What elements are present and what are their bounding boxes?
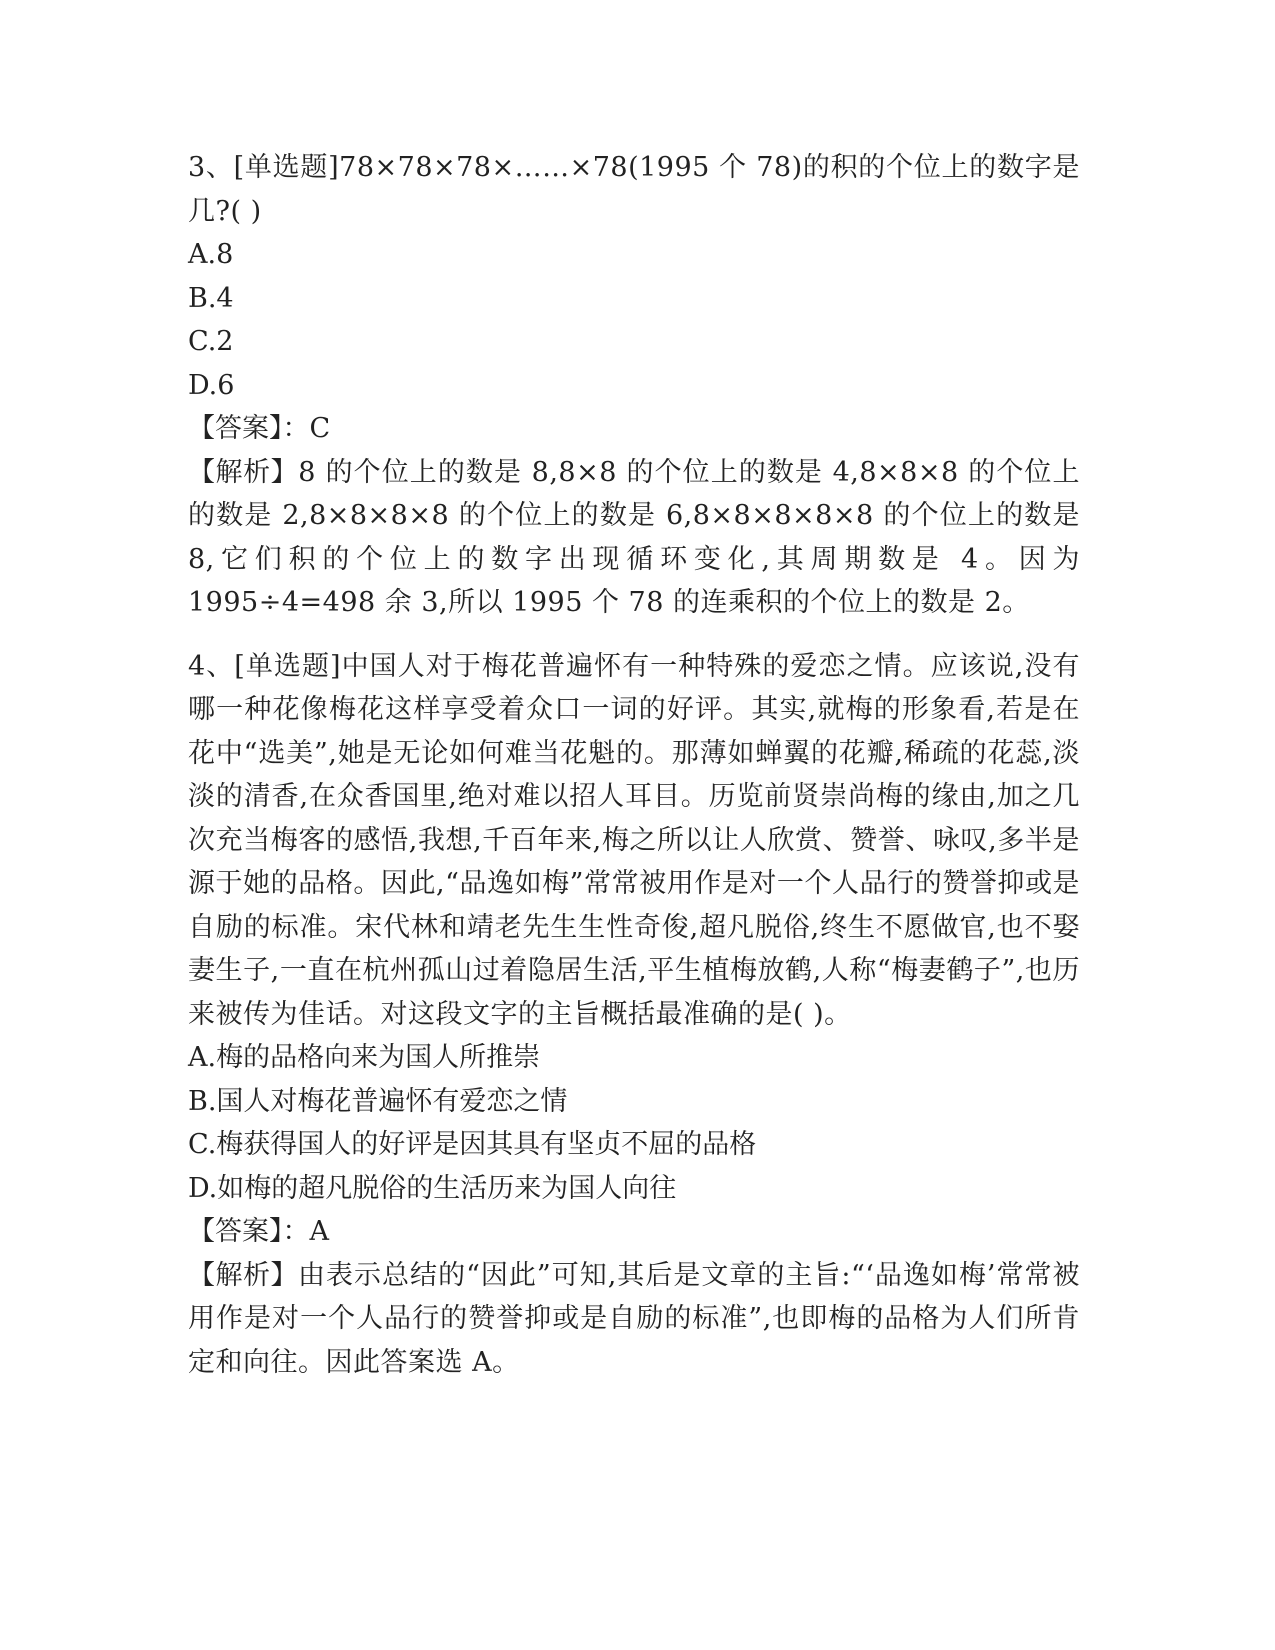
answer-separator: ： [282, 413, 310, 444]
answer-label: 【答案】 [188, 1216, 283, 1247]
analysis-label: 【解析】 [188, 456, 299, 488]
question-number: 3、 [188, 152, 234, 183]
analysis [188, 1254, 1080, 1385]
answer-line [188, 407, 1080, 451]
option-a: A.梅的品格向来为国人所推崇 [188, 1042, 541, 1073]
answer-separator: ： [282, 1216, 310, 1247]
option-b: B.4 [188, 282, 234, 314]
question-stem [188, 146, 1080, 233]
analysis [188, 451, 1080, 625]
answer-value: C [309, 413, 331, 444]
answer-value: A [309, 1216, 329, 1247]
answer-label: 【答案】 [188, 413, 283, 444]
question-stem [188, 645, 1080, 1037]
question-number: 4、 [188, 650, 235, 682]
option-d: D.6 [188, 369, 235, 401]
answer-line [188, 1210, 1080, 1254]
question-text: 78×78×78×……×78(1995 个 78)的积的个位上的数字是几?( ) [188, 152, 1080, 227]
option-b: B.国人对梅花普遍怀有爱恋之情 [188, 1085, 568, 1117]
option-d: D.如梅的超凡脱俗的生活历来为国人向往 [188, 1172, 677, 1204]
analysis-text: 由表示总结的“因此”可知,其后是文章的主旨:“‘品逸如梅’常常被用作是对一个人品行的赞誉抑或是自励的标准”,也即梅的品格为人们所肯定和向往。因此答案选 A。 [188, 1259, 1080, 1378]
option-a: A.8 [188, 239, 234, 270]
document-content [188, 146, 1080, 1384]
question-text: 中国人对于梅花普遍怀有一种特殊的爱恋之情。应该说,没有哪一种花像梅花这样享受着众口一词的好评。其实,就梅的形象看,若是在花中“选美”,她是无论如何难当花魁的。那薄如蝉翼的花瓣,稀疏的花蕊,淡淡的清香,在众香国里,绝对难以招人耳目。历览前贤崇尚梅的缘由,加之几次充当梅客的感悟,我想,千百年来,梅之所以让人欣赏、赞誉、咏叹,多半是源于她的品格。因此,“品逸如梅”常常被用作是对一个人品行的赞誉抑或是自励的标准。宋代林和靖老先生生性奇俊,超凡脱俗,终生不愿做官,也不娶妻生子,一直在杭州孤山过着隐居生活,平生植梅放鹤,人称“梅妻鹤子”,也历来被传为佳话。对这段文字的主旨概括最准确的是( )。 [188, 650, 1080, 1030]
question-3 [188, 146, 1080, 625]
analysis-label: 【解析】 [188, 1259, 299, 1291]
question-4 [188, 645, 1080, 1385]
option-c: C.2 [188, 326, 234, 357]
analysis-text: 8 的个位上的数是 8,8×8 的个位上的数是 4,8×8×8 的个位上的数是 2,8×8×8×8 的个位上的数是 6,8×8×8×8×8 的个位上的数是 8,它们积的个位上的数字出现循环变化,其周期数是 4。因为 1995÷4=498 余 3,所以 1995 个 78 的连乘积的个位上的数是 2。 [188, 456, 1080, 618]
question-type: [单选题] [233, 152, 340, 183]
option-c: C.梅获得国人的好评是因其具有坚贞不屈的品格 [188, 1129, 757, 1160]
question-type: [单选题] [234, 650, 342, 682]
